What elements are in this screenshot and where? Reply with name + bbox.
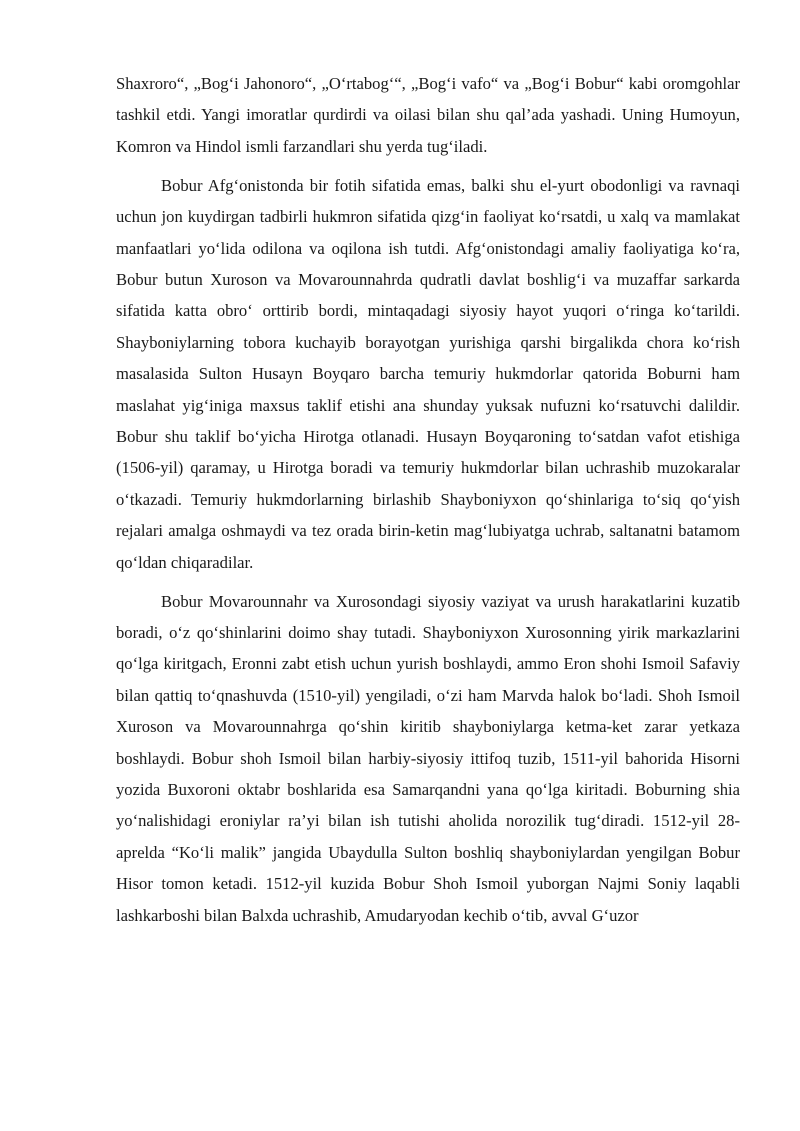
body-text xyxy=(116,68,740,931)
paragraph-3: Bobur Movarounnahr va Xurosondagi siyosiy vaziyat va urush harakatlarini kuzatib boradi, o‘z qo‘shinlarini doimo shay tutadi. Shayboniyxon Xurosonning yirik markazlarini qo‘lga kiritgach, Eronni zabt etish uchun yurish boshlaydi, ammo Eron shohi Ismoil Safaviy bilan qattiq to‘qnashuvda (1510-yil) yengiladi, o‘zi ham Marvda halok bo‘ladi. Shoh Ismoil Xuroson va Movarounnahrga qo‘shin kiritib shayboniylarga ketma-ket zarar yetkaza boshlaydi. Bobur shoh Ismoil bilan harbiy-siyosiy ittifoq tuzib, 1511-yil bahorida Hisorni yozida Buxoroni oktabr boshlarida esa Samarqandni yana qo‘lga kiritadi. Boburning shia yo‘nalishidagi eroniylar ra’yi bilan ish tutishi aholida norozilik tug‘diradi. 1512-yil 28-aprelda “Ko‘li malik” jangida Ubaydulla Sulton boshliq shayboniylardan yengilgan Bobur Hisor tomon ketadi. 1512-yil kuzida Bobur Shoh Ismoil yuborgan Najmi Soniy laqabli lashkarboshi bilan Balxda uchrashib, Amudaryodan kechib o‘tib, avval G‘uzor xyxy=(116,591,740,925)
paragraph-2: Bobur Afg‘onistonda bir fotih sifatida emas, balki shu el-yurt obodonligi va ravnaqi uchun jon kuydirgan tadbirli hukmron sifatida qizg‘in faoliyat ko‘rsatdi, u xalq va mamlakat manfaatlari yo‘lida odilona va oqilona ish tutdi. Afg‘onistondagi amaliy faoliyatiga ko‘ra, Bobur butun Xuroson va Movarounnahrda qudratli davlat boshlig‘i va muzaffar sarkarda sifatida katta obro‘ orttirib bordi, mintaqadagi siyosiy hayot yuqori o‘ringa ko‘tarildi. Shayboniylarning tobora kuchayib borayotgan yurishiga qarshi birgalikda chora ko‘rish masalasida Sulton Husayn Boyqaro barcha temuriy hukmdorlar qatorida Boburni ham maslahat yig‘iniga maxsus taklif etishi ana shunday yuksak nufuzni ko‘rsatuvchi dalildir. Bobur shu taklif bo‘yicha Hirotga otlanadi. Husayn Boyqaroning to‘satdan vafot etishiga (1506-yil) qaramay, u Hirotga boradi va temuriy hukmdorlar bilan uchrashib muzokaralar o‘tkazadi. Temuriy hukmdorlarning birlashib Shayboniyxon qo‘shinlariga to‘siq qo‘yish rejalari amalga oshmaydi va tez orada birin-ketin mag‘lubiyatga uchrab, saltanatni batamom qo‘ldan chiqaradilar. xyxy=(116,175,740,572)
paragraph-1: Shaxroro“, „Bog‘i Jahonoro“, „O‘rtabog‘“, „Bog‘i vafo“ va „Bog‘i Bobur“ kabi oromgohlar tashkil etdi. Yangi imoratlar qurdirdi va oilasi bilan shu qal’ada yashadi. Uning Humoyun, Komron va Hindol ismli farzandlari shu yerda tug‘iladi. xyxy=(116,74,740,156)
